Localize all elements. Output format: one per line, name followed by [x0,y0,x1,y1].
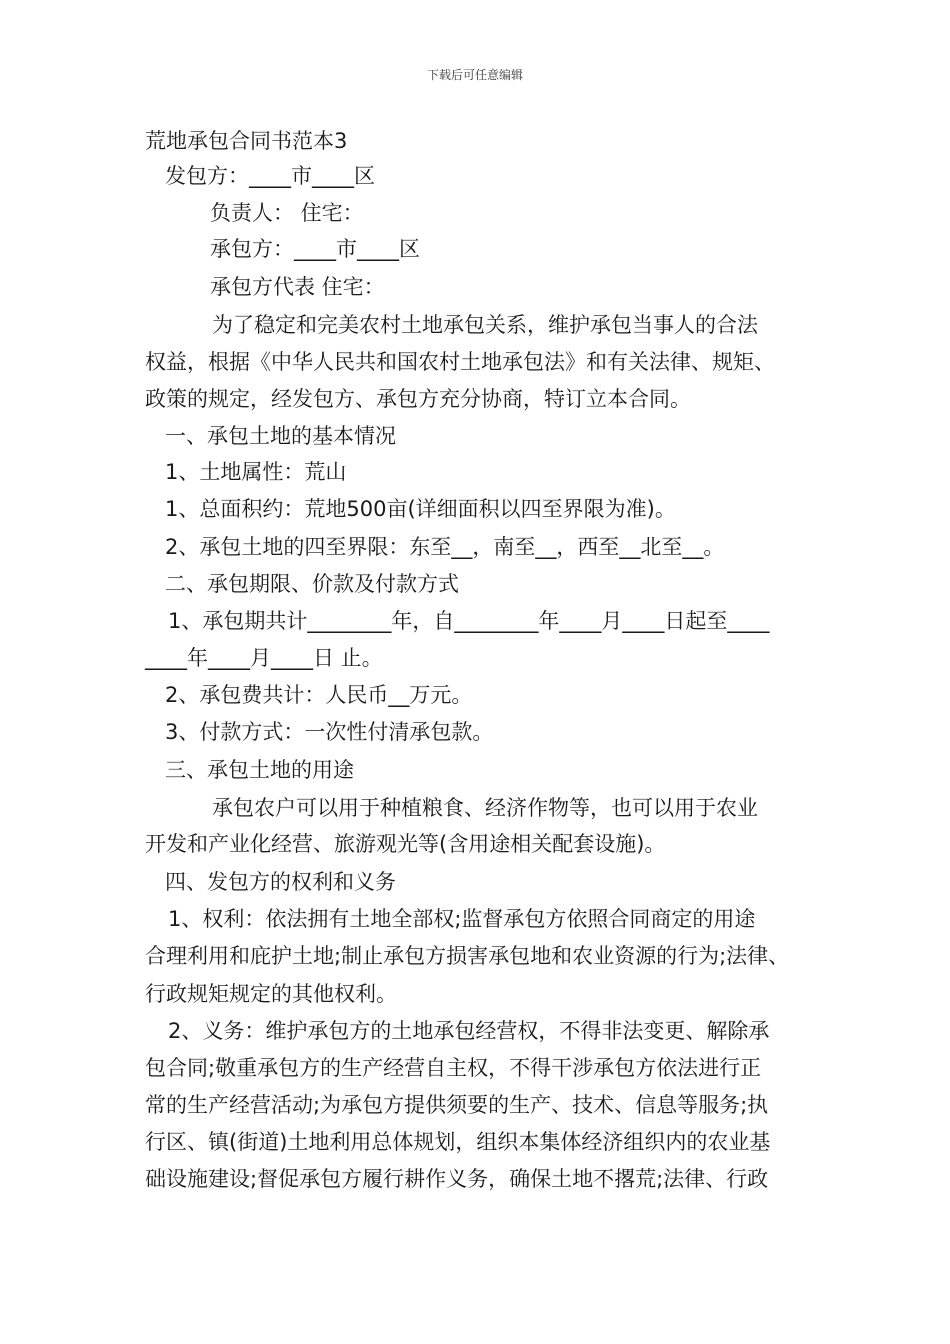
text-line: 政策的规定，经发包方、承包方充分协商，特订立本合同。 [145,387,691,411]
text-line: 2、承包费共计：人民币__万元。 [165,683,473,707]
text-line: 包合同;敬重承包方的生产经营自主权，不得干涉承包方依法进行正 [145,1056,762,1080]
text-line: 行区、镇(街道)土地利用总体规划，组织本集体经济组织内的农业基 [145,1130,771,1154]
section-heading: 三、承包土地的用途 [165,758,354,782]
text-line: 权益，根据《中华人民共和国农村土地承包法》和有关法律、规矩、 [145,350,775,374]
text-line: 承包农户可以用于种植粮食、经济作物等，也可以用于农业 [212,796,758,820]
text-line: ____年____月____日 止。 [145,646,383,670]
text-line: 承包方代表 住宅： [210,275,385,299]
text-line: 开发和产业化经营、旅游观光等(含用途相关配套设施)。 [145,832,666,856]
text-line: 合理利用和庇护土地;制止承包方损害承包地和农业资源的行为;法律、 [145,944,790,968]
text-line: 发包方：____市____区 [165,164,375,188]
text-line: 1、土地属性：荒山 [165,460,347,484]
text-line: 行政规矩规定的其他权利。 [145,982,397,1006]
text-line: 承包方：____市____区 [210,237,420,261]
text-line: 3、付款方式：一次性付清承包款。 [165,720,494,744]
text-line: 1、权利：依法拥有土地全部权;监督承包方依照合同商定的用途 [168,907,756,931]
text-line: 2、义务：维护承包方的土地承包经营权，不得非法变更、解除承 [168,1019,770,1043]
section-heading: 一、承包土地的基本情况 [165,424,396,448]
section-heading: 二、承包期限、价款及付款方式 [165,572,459,596]
section-heading: 四、发包方的权利和义务 [165,870,396,894]
text-line: 负责人： 住宅： [210,201,364,225]
header-note: 下载后可任意编辑 [426,68,523,82]
text-line: 2、承包土地的四至界限：东至__，南至__，西至__北至__。 [165,535,725,559]
text-line: 常的生产经营活动;为承包方提供须要的生产、技术、信息等服务;执 [145,1093,769,1117]
text-line: 1、总面积约：荒地500亩(详细面积以四至界限为准)。 [165,497,676,521]
text-line: 为了稳定和完美农村土地承包关系，维护承包当事人的合法 [212,313,758,337]
text-line: 1、承包期共计________年，自________年____月____日起至____ [168,609,770,633]
text-line: 础设施建设;督促承包方履行耕作义务，确保土地不撂荒;法律、行政 [145,1167,769,1191]
document-title: 荒地承包合同书范本3 [145,129,348,153]
